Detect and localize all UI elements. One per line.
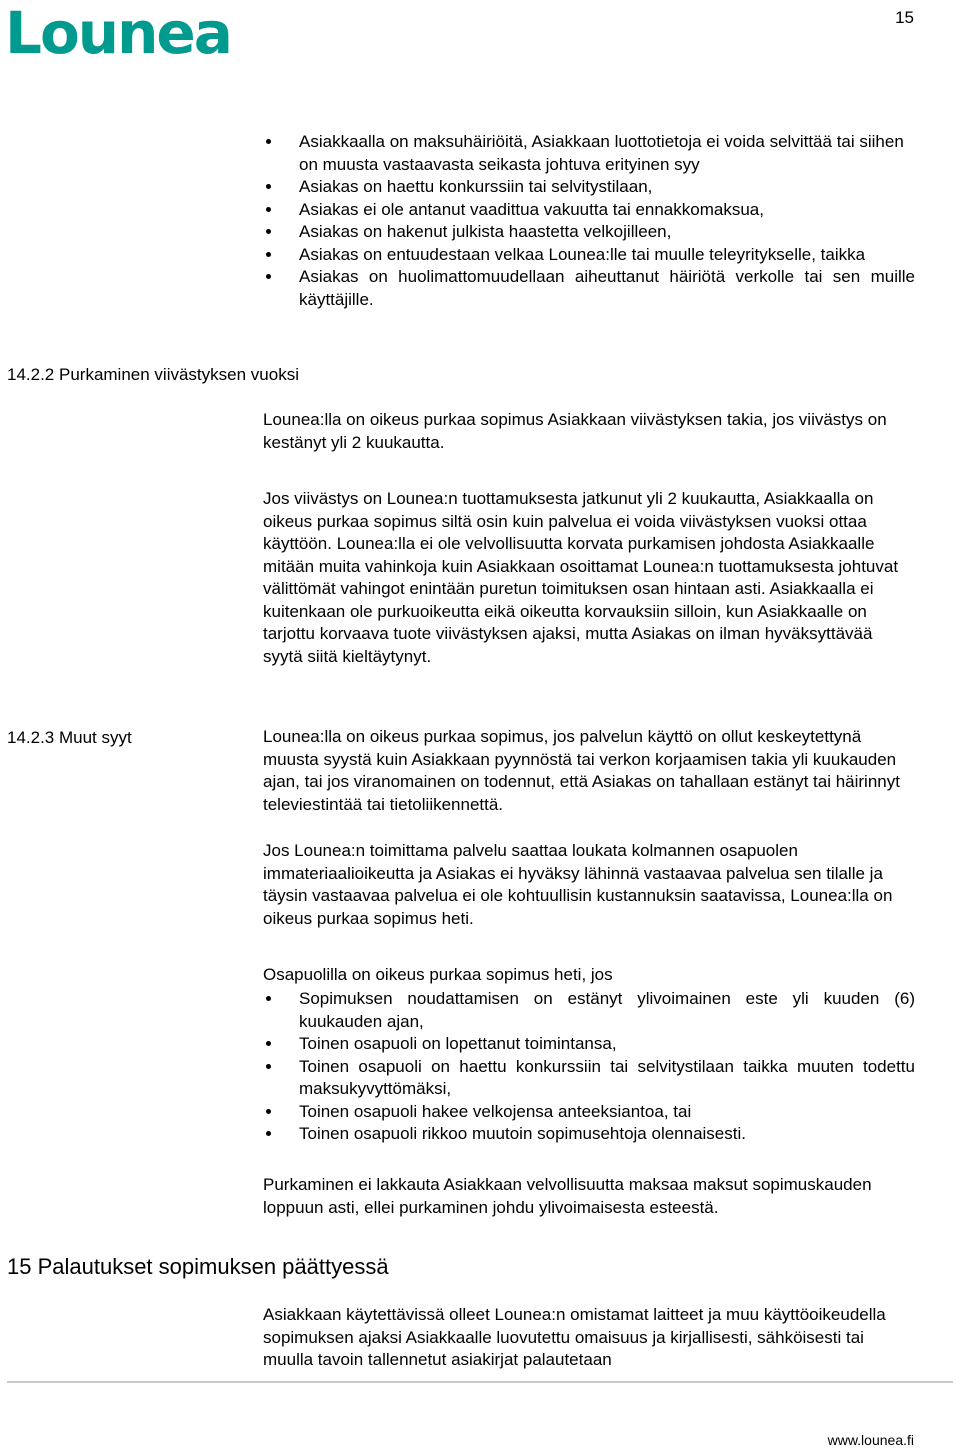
list-item: Asiakas on hakenut julkista haastetta velkojilleen, xyxy=(263,221,915,244)
list-item: Asiakas ei ole antanut vaadittua vakuutta tai ennakkomaksua, xyxy=(263,199,915,222)
list-item: Asiakas on huolimattomuudellaan aiheuttanut häiriötä verkolle tai sen muille käyttäjille. xyxy=(263,266,915,311)
section-heading-14-2-2: 14.2.2 Purkaminen viivästyksen vuoksi xyxy=(7,365,299,384)
page-number: 15 xyxy=(895,8,914,27)
list-item: Toinen osapuoli on lopettanut toimintansa, xyxy=(263,1033,915,1056)
list-item: Asiakas on entuudestaan velkaa Lounea:lle tai muulle teleyritykselle, taikka xyxy=(263,244,915,267)
top-bullet-list xyxy=(263,131,915,311)
paragraph: Asiakkaan käytettävissä olleet Lounea:n omistamat laitteet ja muu käyttöoikeudella sopimuksen ajaksi Asiakkaalle luovutettu omaisuus ja kirjallisesti, sähköisesti tai muulla tavoin tallennetut asiakirjat palautetaan xyxy=(263,1305,886,1369)
list-item: Asiakas on haettu konkurssiin tai selvitystilaan, xyxy=(263,176,915,199)
section-heading-15: 15 Palautukset sopimuksen päättyessä xyxy=(7,1254,389,1279)
list-item: Toinen osapuoli on haettu konkurssiin tai selvitystilaan taikka muuten todettu maksukyvyttömäksi, xyxy=(263,1056,915,1101)
paragraph: Jos Lounea:n toimittama palvelu saattaa loukata kolmannen osapuolen immateriaalioikeutta ja Asiakas ei hyväksy lähinnä vastaavaa palvelua sen tilalle ja täysin vastaavaa palvelua ei ole kohtuullisin kustannuksin saatavissa, Lounea:lla on oikeus purkaa sopimus heti. xyxy=(263,841,893,928)
footer-url: www.lounea.fi xyxy=(827,1432,914,1448)
list-item: Toinen osapuoli rikkoo muutoin sopimusehtoja olennaisesti. xyxy=(263,1123,915,1146)
termination-bullet-list xyxy=(263,988,915,1146)
paragraph: Purkaminen ei lakkauta Asiakkaan velvollisuutta maksaa maksut sopimuskauden loppuun asti, ellei purkaminen johdu ylivoimaisesta esteestä. xyxy=(263,1175,872,1217)
section-heading-14-2-3: 14.2.3 Muut syyt xyxy=(7,728,132,747)
list-item: Sopimuksen noudattamisen on estänyt ylivoimainen este yli kuuden (6) kuukauden ajan, xyxy=(263,988,915,1033)
footer-divider xyxy=(7,1381,953,1383)
paragraph: Lounea:lla on oikeus purkaa sopimus Asiakkaan viivästyksen takia, jos viivästys on kestänyt yli 2 kuukautta. xyxy=(263,410,887,452)
list-item: Toinen osapuoli hakee velkojensa anteeksiantoa, tai xyxy=(263,1101,915,1124)
lounea-logo: Lounea xyxy=(5,0,231,67)
list-item: Asiakkaalla on maksuhäiriöitä, Asiakkaan luottotietoja ei voida selvittää tai siihen on muusta vastaavasta seikasta johtuva erityinen syy xyxy=(263,131,915,176)
paragraph: Jos viivästys on Lounea:n tuottamuksesta jatkunut yli 2 kuukautta, Asiakkaalla on oikeus purkaa sopimus siltä osin kuin palvelua ei voida viivästyksen vuoksi ottaa käyttöön. Lounea:lla ei ole velvollisuutta korvata purkamisen johdosta Asiakkaalle mitään muita vahinkoja kuin Asiakkaan osoittamat Lounea:n tuottamuksesta johtuvat välittömät vahingot enintään puretun toimituksen osan hintaan asti. Asiakkaalla ei kuitenkaan ole purkuoikeutta eikä oikeutta korvauksiin silloin, kun Asiakkaalle on tarjottu korvaava tuote viivästyksen ajaksi, mutta Asiakas on ilman hyväksyttävää syytä siitä kieltäytynyt. xyxy=(263,489,899,666)
paragraph-intro: Osapuolilla on oikeus purkaa sopimus heti, jos xyxy=(263,965,613,984)
paragraph: Lounea:lla on oikeus purkaa sopimus, jos palvelun käyttö on ollut keskeytettynä muusta syystä kuin Asiakkaan pyynnöstä tai verkon korjaamisen takia yli kuukauden ajan, tai jos viranomainen on todennut, että Asiakas on tahallaan estänyt tai häirinnyt televiestintää tai tietoliikennettä. xyxy=(263,727,900,814)
